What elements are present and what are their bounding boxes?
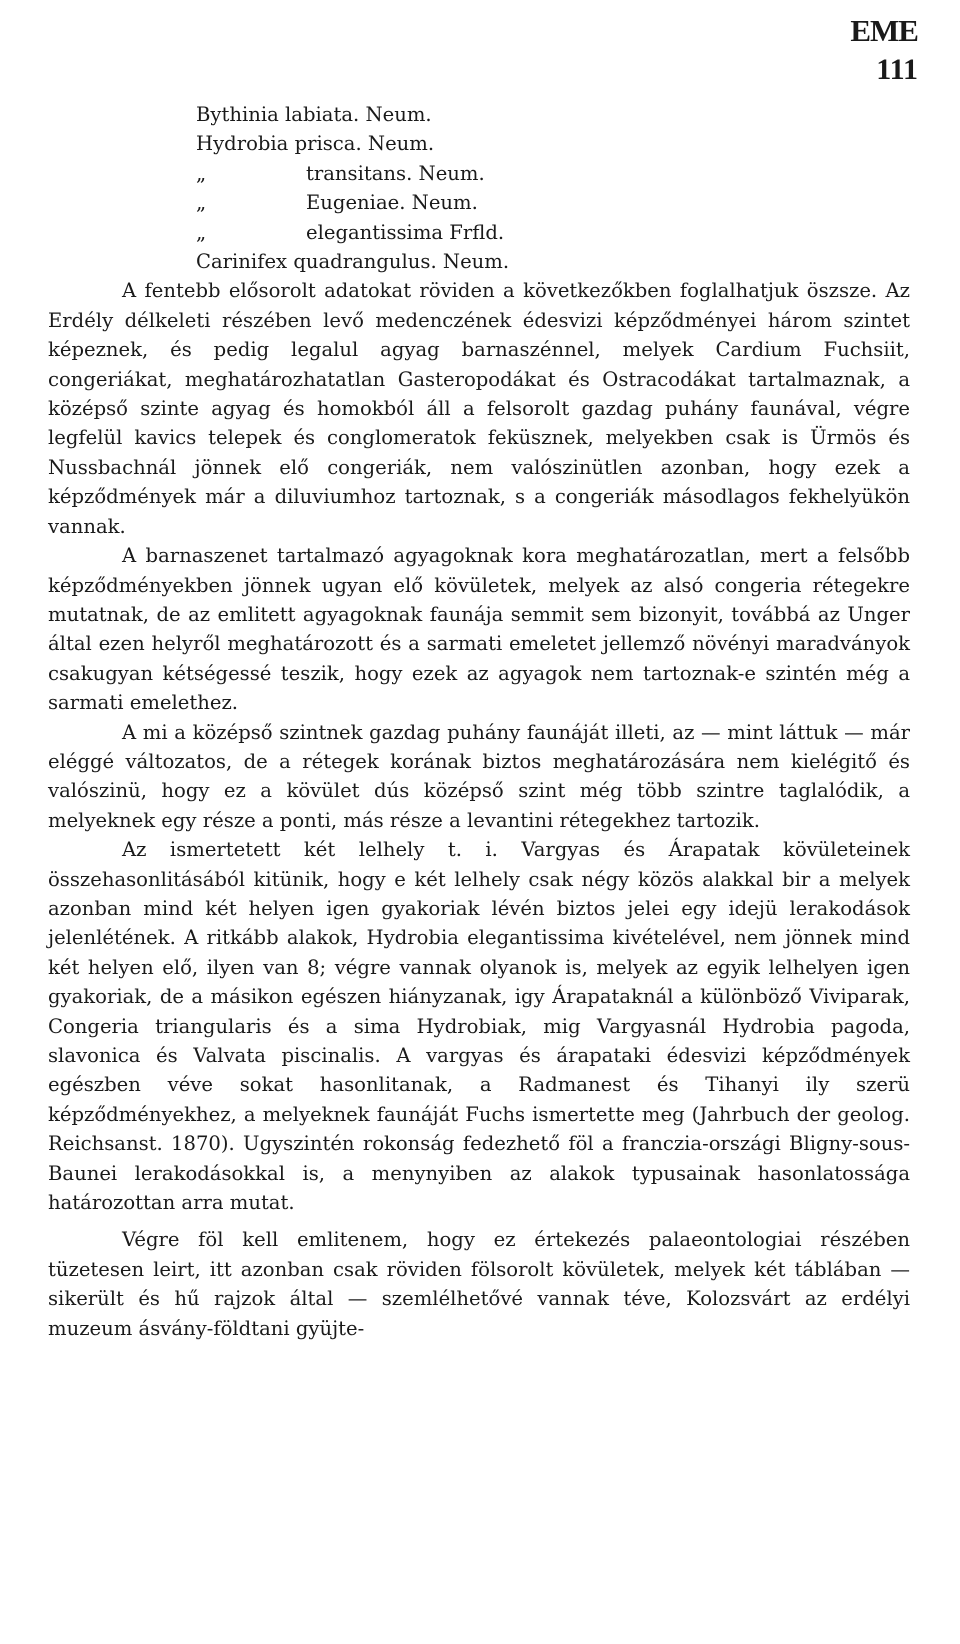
ditto-mark: „	[196, 220, 207, 244]
species-item	[196, 188, 910, 217]
ditto-mark: „	[196, 191, 207, 215]
species-item	[196, 100, 910, 129]
paragraph: Az ismertetett két lelhely t. i. Vargyas és Árapatak kövületeinek összehasonlitásából kitünik, hogy e két lelhely csak négy közös alakkal bir a melyek azonban mind két helyen igen gyakoriak lévén biztos jelei egy idejü lerakodások jelenlétének. A ritkább alakok, Hydrobia elegantissima kivételével, nem jönnek mind két helyen elő, ilyen van 8; végre vannak olyanok is, melyek az egyik lelhelyen igen gyakoriak, de a másikon egészen hiányzanak, igy Árapataknál a különböző Viviparak, Congeria triangularis és a sima Hydrobiak, mig Vargyasnál Hydrobia pagoda, slavonica és Valvata piscinalis. A vargyas és árapataki édesvizi képződmények egészben véve sokat hasonlitanak, a Radmanest és Tihanyi ily szerü képződményekhez, a melyeknek faunáját Fuchs ismertette meg (Jahrbuch der geolog. Reichsanst. 1870). Ugyszintén rokonság fedezhető föl a franczia-országi Bligny-sous-Baunei lerakodásokkal is, a menynyiben az alakok typusainak hasonlatossága határozottan arra mutat.	[48, 838, 910, 1215]
species-text: Bythinia labiata. Neum.	[196, 103, 432, 126]
paragraph: A mi a középső szintnek gazdag puhány faunáját illeti, az — mint láttuk — már eléggé változatos, de a rétegek korának biztos meghatározására nem kielégitő és valószinü, hogy ez a kövület dús középső szint még több szintre taglalódik, a melyeknek egy része a ponti, más része a levantini rétegekhez tartozik.	[48, 720, 910, 832]
species-list	[196, 100, 910, 276]
species-item	[196, 129, 910, 158]
paragraph: Végre föl kell emlitenem, hogy ez értekezés palaeontologiai részében tüzetesen leirt, itt azonban csak röviden fölsorolt kövületek, melyek két táblában — sikerült és hű rajzok által — szemlélhetővé vannak téve, Kolozsvárt az erdélyi muzeum ásvány-földtani gyüjte-	[48, 1228, 910, 1340]
text-body	[48, 276, 910, 1343]
species-item	[196, 159, 910, 188]
species-item	[196, 247, 910, 276]
ditto-mark: „	[196, 161, 207, 185]
page-header	[850, 14, 918, 86]
page-body	[48, 100, 910, 1343]
species-text: Carinifex quadrangulus. Neum.	[196, 250, 510, 274]
species-text: Eugeniae. Neum.	[306, 191, 478, 215]
species-text: transitans. Neum.	[306, 161, 485, 185]
paragraph: A barnaszenet tartalmazó agyagoknak kora meghatározatlan, mert a felsőbb képződményekben jönnek ugyan elő kövületek, melyek az alsó congeria rétegekre mutatnak, de az emlitett agyagoknak faunája semmit sem bizonyit, továbbá az Unger által ezen helyről meghatározott és a sarmati emeletet jellemző növényi maradványok csakugyan kétségessé teszik, hogy ezek az agyagok nem tartoznak-e szintén még a sarmati emelethez.	[48, 544, 910, 715]
species-text: Hydrobia prisca. Neum.	[196, 132, 435, 156]
species-item	[196, 218, 910, 247]
eme-logo: EME	[850, 13, 918, 48]
species-text: elegantissima Frfld.	[306, 220, 505, 244]
page-number: 111	[876, 53, 918, 86]
paragraph: A fentebb elősorolt adatokat röviden a következőkben foglalhatjuk öszsze. Az Erdély délkeleti részében levő medenczének édesvizi képződményei három szintet képeznek, és pedig legalul agyag barnaszénnel, melyek Cardium Fuchsiit, congeriákat, meghatározhatatlan Gasteropodákat és Ostracodákat tartalmaznak, a középső szinte agyag és homokból áll a felsorolt gazdag puhány faunával, végre legfelül kavics telepek és conglomeratok feküsznek, melyekben csak is Ürmös és Nussbachnál jönnek elő congeriák, nem valószinütlen azonban, hogy ezek a képződmények már a diluviumhoz tartoznak, s a congeriák másodlagos fekhelyükön vannak.	[48, 279, 910, 538]
